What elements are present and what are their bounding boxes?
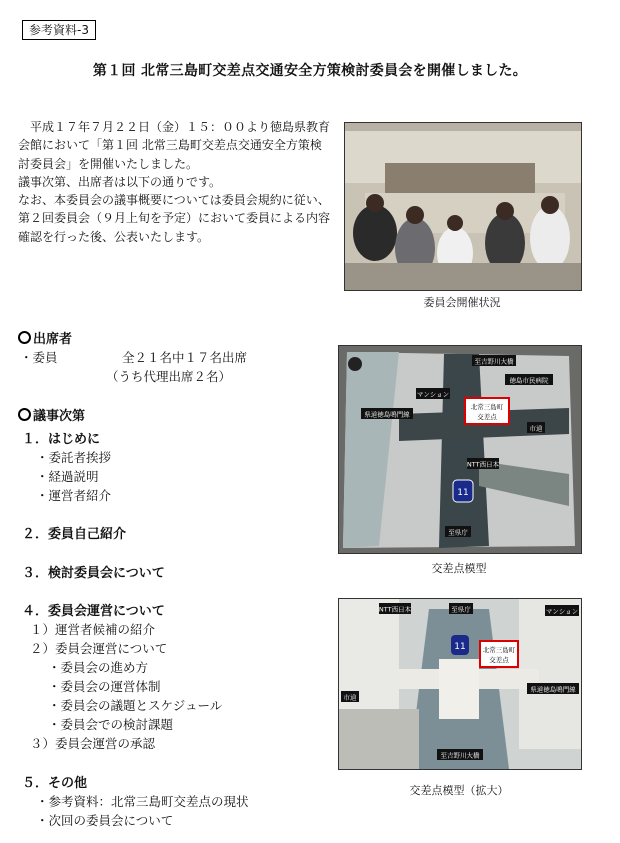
attendees-proxy: （うち代理出席２名） [106, 369, 232, 384]
map-label-ntt: NTT西日本 [466, 460, 500, 469]
agenda-heading: 議事次第 [18, 405, 85, 424]
intersection-model-zoom-caption: 交差点模型（拡大） [409, 784, 509, 797]
agenda-item-4: ４．委員会運営について [22, 604, 165, 619]
meeting-photo [344, 122, 582, 291]
intro-paragraph-1: 平成１７年７月２２日（金）１５：００より徳島県教育会館において「第１回 北常三島町交差点交通安全方策検討委員会」を開催いたしました。 [18, 120, 331, 171]
agenda-item-2: ２．委員自己紹介 [22, 527, 127, 542]
agenda-item-4-2-sub: ・委員会の運営体制 [48, 679, 161, 694]
intersection-model-zoom-photo [338, 598, 582, 770]
agenda-item-4-2-sub: ・委員会の進め方 [48, 660, 149, 675]
map-label-intersection-2: 交差点 [477, 413, 497, 421]
agenda-item-4-2-sub: ・委員会での検討課題 [48, 717, 174, 732]
zoom-label-route: 県道徳島鳴門線 [530, 685, 576, 694]
zoom-route-11-sign: 11 [454, 642, 466, 652]
agenda-item-1: １．はじめに [22, 432, 101, 447]
agenda-item-4-2-sub: ・委員会の議題とスケジュール [48, 698, 223, 713]
agenda-item-1-sub: ・運営者紹介 [36, 488, 112, 503]
agenda-item-4-sub: １）運営者候補の紹介 [30, 622, 156, 637]
map-label-intersection-1: 北常三島町 [470, 403, 504, 411]
agenda-item-5-sub: ・次回の委員会について [36, 813, 174, 828]
intro-paragraph-2: 議事次第、出席者は以下の通りです。 [18, 174, 222, 189]
map-label-bridge: 至吉野川大橋 [474, 357, 514, 366]
agenda-item-1-sub: ・委託者挨拶 [36, 450, 112, 465]
north-arrow-icon [348, 357, 362, 371]
map-label-route: 県道徳島鳴門線 [364, 410, 410, 419]
zoom-label-mansion: マンション [545, 607, 579, 616]
zoom-label-pref: 至県庁 [451, 605, 471, 614]
route-11-sign: 11 [457, 488, 469, 498]
agenda-item-3: ３．検討委員会について [22, 566, 165, 581]
intro-paragraph-3: なお、本委員会の議事概要については委員会規約に従い、第２回委員会（９月上旬を予定）において委員による内容確認を行った後、公表いたします。 [18, 193, 331, 244]
attendees-count: 全２１名中１７名出席 [122, 350, 248, 365]
agenda-item-4-sub: ３）委員会運営の承認 [30, 736, 156, 751]
reference-label: 参考資料-3 [22, 20, 96, 40]
meeting-photo-caption: 委員会開催状況 [423, 296, 501, 309]
circle-icon [18, 331, 31, 344]
zoom-label-ntt: NTT西日本 [378, 605, 412, 614]
circle-icon [18, 408, 31, 421]
agenda-item-4-sub: ２）委員会運営について [30, 641, 168, 656]
agenda-item-5-sub: ・参考資料：北常三島町交差点の現状 [36, 794, 249, 809]
intersection-model-caption: 交差点模型 [431, 562, 487, 575]
map-label-hospital: 徳島市民病院 [509, 376, 549, 385]
attendees-label: ・委員 [20, 350, 58, 365]
map-label-kencho: 至県庁 [448, 528, 468, 537]
intersection-model-photo [338, 345, 582, 554]
map-label-mansion: マンション [416, 390, 450, 399]
zoom-label-intersection-2: 交差点 [489, 656, 509, 664]
page-title: 第１回 北常三島町交差点交通安全方策検討委員会を開催しました。 [92, 63, 528, 79]
intro-text [18, 118, 330, 246]
zoom-label-bridge: 至吉野川大橋 [440, 751, 480, 760]
agenda-item-1-sub: ・経過説明 [36, 469, 99, 484]
zoom-label-city-road: 市道 [343, 693, 357, 702]
attendees-heading: 出席者 [18, 328, 72, 347]
map-label-city-road: 市道 [529, 424, 543, 433]
agenda-item-5: ５．その他 [22, 776, 88, 791]
zoom-label-intersection-1: 北常三島町 [482, 646, 516, 654]
